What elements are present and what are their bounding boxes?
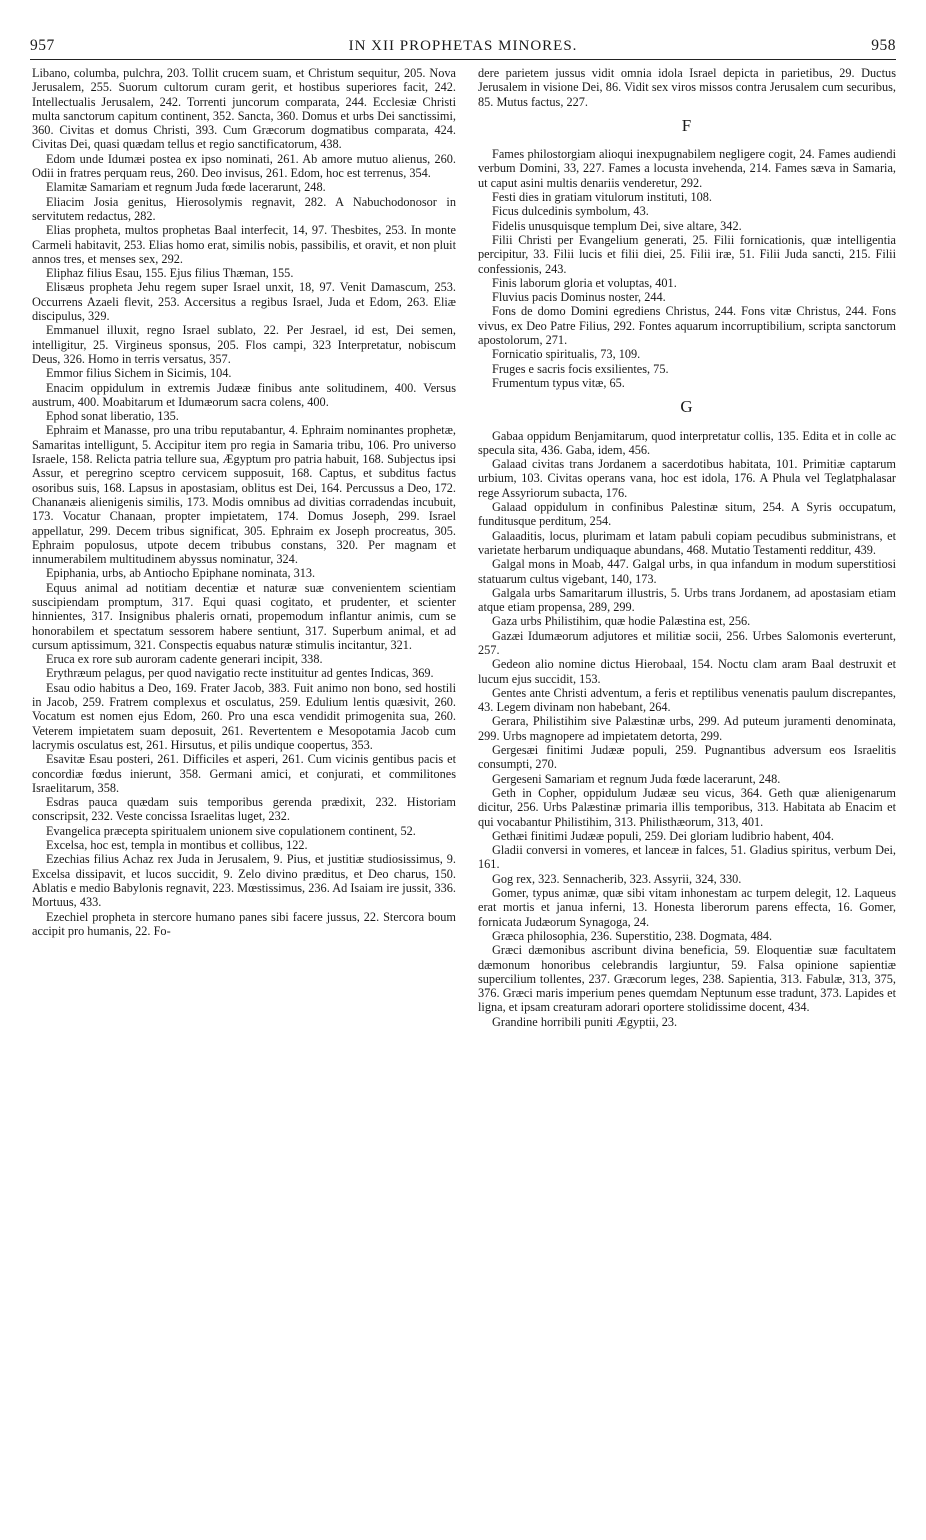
index-entry: Esau odio habitus a Deo, 169. Frater Jacob, 383. Fuit animo non bono, sed hostili in Jacob, 259. Fratrem complexus et osculatus, 259. Edulium lentis quæsivit, 260. Vocatum est nomen ejus Edom, 260. Pro una esca vendidit primogenita sua, 260. Veterem impietatem suam deposuit, 261. Revertentem e Mesopotamia Jacob cum lacrymis osculatus est, 261. Hirsutus, et pilis undique coopertus, 353.	[32, 680, 456, 752]
index-entry: Elias propheta, multos prophetas Baal interfecit, 14, 97. Thesbites, 253. In monte Carmeli habitavit, 253. Elias homo erat, similis nobis, passibilis, et oravit, et non pluit annos tres, et menses sex, 292.	[32, 223, 456, 266]
right-page-number: 958	[871, 37, 896, 54]
index-entry: Ezechiel propheta in stercore humano panes sibi facere jussus, 22. Stercora boum accipit pro humanis, 22. Fo-	[32, 909, 456, 938]
index-entry: Libano, columba, pulchra, 203. Tollit crucem suam, et Christum sequitur, 205. Nova Jerusalem, 255. Suorum cultorum curam gerit, et hostibus superiores facit, 242. Intellectualis Jerusalem, 242. Torrenti juncorum comparata, 244. Ecclesiæ Christi multa sanctorum capitum continent, 352. Sancta, 360. Domus et urbs Dei sanctissimi, 360. Civitas et domus Christi, 393. Cum Græcorum dogmatibus comparata, 424. Civitas Dei, quasi quædam tellus et regio sanctificatorum, 438.	[32, 66, 456, 152]
index-entry: Emmor filius Sichem in Sicimis, 104.	[46, 366, 232, 381]
running-title: IN XII PROPHETAS MINORES.	[348, 38, 578, 54]
index-entry: Græca philosophia, 236. Superstitio, 238. Dogmata, 484.	[492, 928, 773, 943]
index-entry: Fons de domo Domini egrediens Christus, 244. Fons vitæ Christus, 244. Fons vivus, ex Deo Patre Filius, 292. Fontes aquarum incorruptibilium, scripta sanctorum apostolorum, 271.	[478, 304, 896, 348]
section-letter: F	[681, 115, 693, 135]
index-entry: Græci dæmonibus ascribunt divina beneficia, 59. Eloquentiæ suæ facultatem dæmonum honoribus celebrandis largiuntur, 59. Falsa opinione sapientiæ supercilium tollentes, 237. Græcorum leges, 238. Sapientia, 313. Fabulæ, 313, 375, 376. Græci maris imperium penes quemdam Neptunum esse tradunt, 373. Lapides et ligna, et ipsam creaturam adorari oportere stolidissime docent, 434.	[478, 943, 896, 1015]
index-entry: Fornicatio spiritualis, 73, 109.	[492, 347, 641, 362]
index-entry: Gergeseni Samariam et regnum Juda fœde lacerarunt, 248.	[492, 771, 781, 786]
index-entry: Esdras pauca quædam suis temporibus gerenda prædixit, 232. Historiam conscripsit, 232. Veste concissa Israelitas luget, 232.	[32, 795, 456, 824]
index-entry: Fluvius pacis Dominus noster, 244.	[492, 290, 666, 305]
index-entry: Emmanuel illuxit, regno Israel sublato, 22. Per Jesrael, id est, Dei semen, intelligitur, 25. Virgineus sponsus, 205. Flos campi, 323 Interpretatur, nobiscum Deus, 326. Homo in terris versatus, 357.	[32, 323, 456, 366]
index-entry: Eliphaz filius Esau, 155. Ejus filius Thæman, 155.	[46, 266, 294, 281]
page-header	[30, 34, 896, 60]
index-entry: Epiphania, urbs, ab Antiocho Epiphane nominata, 313.	[46, 566, 316, 581]
index-entry: Gomer, typus animæ, quæ sibi vitam inhonestam ac turpem delegit, 12. Laqueus erat mortis et janua inferni, 13. Honesta liberorum parens effecta, 16. Gomer, fornicata Judæorum Synagoga, 24.	[478, 886, 896, 929]
index-entry: Galaad civitas trans Jordanem a sacerdotibus habitata, 101. Primitiæ captarum urbium, 103. Civitas operans vana, hoc est idola, 176. A Phula vel Teglatphalasar rege Assyriorum subacta, 176.	[478, 457, 896, 500]
index-entry: Elisæus propheta Jehu regem super Israel unxit, 18, 97. Venit Damascum, 253. Occurrens Azaeli flevit, 253. Accersitus a regibus Israel, Juda et Edom, 263. Eliæ discipulus, 329.	[32, 280, 456, 324]
index-entry: Ezechias filius Achaz rex Juda in Jerusalem, 9. Pius, et justitiæ studiosissimus, 9. Excelsa dissipavit, et lucos succidit, 9. Zelo divino præditus, et Deo charus, 150. Ablatis e medio Babylonis regnavit, 223. Mœstissimus, 236. Ad Isaiam ire jussit, 336. Mortuus, 433.	[32, 852, 456, 910]
index-entry: Festi dies in gratiam vitulorum instituti, 108.	[492, 190, 712, 205]
index-entry: Erythræum pelagus, per quod navigatio recte instituitur ad gentes Indicas, 369.	[46, 666, 434, 681]
index-entry: Galaad oppidulum in confinibus Palestinæ situm, 254. A Syris occupatum, funditusque perditum, 254.	[478, 500, 896, 529]
index-entry: Grandine horribili puniti Ægyptii, 23.	[492, 1014, 678, 1029]
index-entry: Gazæi Idumæorum adjutores et militiæ socii, 256. Urbes Salomonis everterunt, 257.	[478, 628, 896, 657]
left-page-number: 957	[30, 37, 55, 54]
index-entry: Esavitæ Esau posteri, 261. Difficiles et asperi, 261. Cum vicinis gentibus pacis et concordiæ fœdus inierunt, 358. Germani amici, et conjurati, et commilitones Israelitarum, 358.	[32, 752, 456, 795]
index-entry: Gethæi finitimi Judææ populi, 259. Dei gloriam ludibrio habent, 404.	[492, 828, 834, 843]
index-entry: Eliacim Josia genitus, Hierosolymis regnavit, 282. A Nabuchodonosor in servitutem redactus, 282.	[32, 194, 456, 223]
left-column	[32, 66, 456, 938]
index-entry: Fames philostorgiam alioqui inexpugnabilem negligere cogit, 24. Fames audiendi verbum Domini, 33, 227. Fames a locusta invehenda, 214. Fames sæva in Samaria, ut caput asini multis denariis venderetur, 292.	[478, 147, 896, 190]
index-entry: dere parietem jussus vidit omnia idola Israel depicta in parietibus, 29. Ductus Jerusalem in visione Dei, 86. Vidit sex viros missos contra Jerusalem cum securibus, 85. Mutus factus, 227.	[478, 66, 896, 109]
index-entry: Gaza urbs Philistihim, quæ hodie Palæstina est, 256.	[492, 614, 751, 629]
index-entry: Fidelis unusquisque templum Dei, sive altare, 342.	[492, 218, 742, 233]
index-entry: Gerara, Philistihim sive Palæstinæ urbs, 299. Ad puteum juramenti denominata, 299. Urbs magnopere ad impietatem detorta, 299.	[478, 714, 896, 743]
section-letter: G	[680, 397, 694, 417]
index-entry: Edom unde Idumæi postea ex ipso nominati, 261. Ab amore mutuo alienus, 260. Odii in fratres perquam reus, 260. Deo invisus, 261. Edom, hoc est terrenus, 354.	[32, 151, 456, 181]
index-entry: Evangelica præcepta spiritualem unionem sive copulationem continent, 52.	[46, 823, 416, 838]
index-entry: Filii Christi per Evangelium generati, 25. Filii fornicationis, quæ intelligentia percipitur, 33. Filii lucis et filii diei, 25. Filii iræ, 51. Filii Juda sancti, 215. Filii confessionis, 243.	[478, 232, 896, 276]
index-entry: Enacim oppidulum in extremis Judææ finibus ante solitudinem, 400. Versus austrum, 400. Moabitarum et Idumæorum sacra colens, 400.	[32, 380, 456, 409]
index-entry: Gentes ante Christi adventum, a feris et reptilibus venenatis paulum discrepantes, 43. Legem divinam non habebant, 264.	[478, 685, 896, 715]
index-entry: Ephod sonat liberatio, 135.	[46, 409, 179, 424]
index-entry: Gladii conversi in vomeres, et lanceæ in falces, 51. Gladius spiritus, verbum Dei, 161.	[478, 843, 896, 872]
index-entry: Galgala urbs Samaritarum illustris, 5. Urbs trans Jordanem, ad apostasiam etiam atque etiam propensa, 289, 299.	[478, 585, 896, 615]
index-entry: Elamitæ Samariam et regnum Juda fœde lacerarunt, 248.	[46, 180, 326, 195]
index-entry: Gog rex, 323. Sennacherib, 323. Assyrii, 324, 330.	[492, 871, 742, 886]
index-entry: Geth in Copher, oppidulum Judææ seu vicus, 364. Geth quæ alienigenarum dicitur, 256. Urbs Palæstinæ primaria illis temporibus, 313. Habitata ab Enacim et qui vocabantur Philistihim, 313. Philisthæorum, 313, 401.	[478, 785, 896, 829]
index-entry: Equus animal ad notitiam decentiæ et naturæ suæ convenientem scientiam suscipiendam promptum, 317. Equi quasi cogitato, et prudenter, et scienter hinnientes, 317. Insignibus phaleris ornati, propemodum inflantur animis, cum se honorabilem et spectatum sessorem habere sentiunt, 317. Superbum animal, et ad cursum aptissimum, 321. Conspectis equabus naturæ stimulis incitantur, 321.	[32, 580, 456, 652]
index-entry: Eruca ex rore sub auroram cadente generari incipit, 338.	[46, 652, 323, 667]
index-entry: Ficus dulcedinis symbolum, 43.	[492, 204, 649, 219]
right-column	[478, 66, 896, 1029]
index-entry: Excelsa, hoc est, templa in montibus et collibus, 122.	[46, 838, 308, 853]
index-entry: Ephraim et Manasse, pro una tribu reputabantur, 4. Ephraim nominantes prophetæ, Samaritas intelligunt, 5. Accipitur item pro regia in Samaria tribu, 106. Pro universo Israele, 158. Relicta patria tellure sua, Ægyptum pro patria habuit, 168. Subjectus ipsi Assur, et peregrino sceptro cervicem supposuit, 168. Captus, et subditus factus osoribus suis, 168. Lapsus in apostasiam, oblitus est Dei, 164. Percussus a Deo, 172. Chananæis alienigenis similis, 173. Modis omnibus ad divitias corradendas incubuit, 173. Vocatur Chanaan, propter impietatem, 174. Domus Joseph, 299. Israel appellatur, 299. Decem tribus significat, 305. Ephraim ex Joseph procreatus, 305. Ephraim populosus, utpote decem tribubus constans, 320. Per magnam et innumerabilem multitudinem abyssus nominatur, 324.	[32, 423, 456, 567]
index-entry: Galgal mons in Moab, 447. Galgal urbs, in qua infandum in modum superstitiosi statuarum cultus vigebant, 140, 173.	[478, 557, 896, 586]
index-entry: Frumentum typus vitæ, 65.	[492, 375, 625, 390]
index-entry: Gedeon alio nomine dictus Hierobaal, 154. Noctu clam aram Baal destruxit et lucum ejus succidit, 153.	[478, 657, 896, 686]
index-entry: Finis laborum gloria et voluptas, 401.	[492, 275, 677, 290]
index-entry: Galaaditis, locus, plurimam et latam pabuli copiam pecudibus subministrans, et varietate herbarum undiquaque abundans, 468. Mutatio Testamenti redditur, 439.	[478, 528, 896, 557]
index-entry: Gabaa oppidum Benjamitarum, quod interpretatur collis, 135. Edita et in colle ac specula sita, 436. Gaba, idem, 456.	[478, 428, 896, 457]
index-entry: Gergesæi finitimi Judææ populi, 259. Pugnantibus adversum eos Israelitis consumpti, 270.	[478, 743, 896, 772]
index-entry: Fruges e sacris focis exsilientes, 75.	[492, 361, 669, 376]
